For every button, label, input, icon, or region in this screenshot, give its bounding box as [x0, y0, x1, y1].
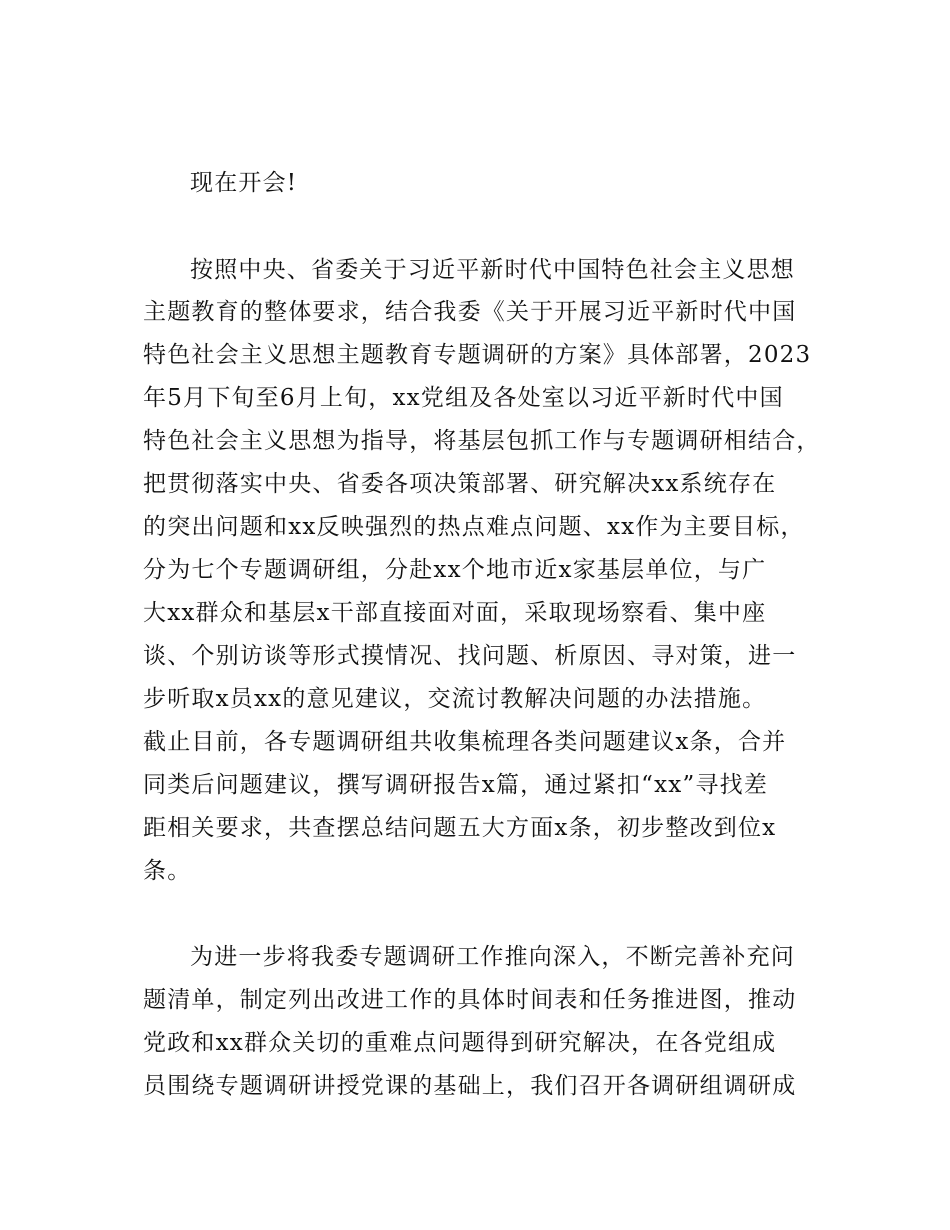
paragraph-line: 步听取x员xx的意见建议，交流讨教解决问题的办法措施。: [143, 686, 767, 712]
paragraph-line: 按照中央、省委关于习近平新时代中国特色社会主义思想: [190, 257, 795, 283]
paragraph-line: 主题教育的整体要求，结合我委《关于开展习近平新时代中国: [143, 299, 797, 325]
paragraph-line: 把贯彻落实中央、省委各项决策部署、研究解决xx系统存在: [143, 471, 777, 497]
paragraph-line: 大xx群众和基层x干部直接面对面，采取现场察看、集中座: [143, 600, 767, 626]
paragraph-line: 距相关要求，共查摆总结问题五大方面x条，初步整改到位x: [143, 815, 777, 841]
paragraph-line: 特色社会主义思想主题教育专题调研的方案》具体部署，2023: [143, 342, 812, 368]
paragraph-line: 截止目前，各专题调研组共收集梳理各类问题建议x条，合并: [143, 729, 787, 755]
paragraph-line: 为进一步将我委专题调研工作推向深入，不断完善补充问: [190, 944, 795, 970]
paragraph-line: 的突出问题和xx反映强烈的热点难点问题、xx作为主要目标，: [143, 514, 805, 540]
paragraph-line: 年5月下旬至6月上旬，xx党组及各处室以习近平新时代中国: [143, 385, 784, 411]
paragraph-line: 特色社会主义思想为指导，将基层包抓工作与专题调研相结合，: [143, 428, 821, 454]
paragraph-line: 分为七个专题调研组，分赴xx个地市近x家基层单位，与广: [143, 557, 767, 583]
paragraph-line: 谈、个别访谈等形式摸情况、找问题、析原因、寻对策，进一: [143, 643, 797, 669]
paragraph-line: 同类后问题建议，撰写调研报告x篇，通过紧扣“xx”寻找差: [143, 772, 769, 798]
paragraph-line: 员围绕专题调研讲授党课的基础上，我们召开各调研组调研成: [143, 1073, 797, 1099]
paragraph-line: 题清单，制定列出改进工作的具体时间表和任务推进图，推动: [143, 987, 797, 1013]
paragraph-line: 党政和xx群众关切的重难点问题得到研究解决，在各党组成: [143, 1030, 777, 1056]
opening-line: 现在开会!: [190, 170, 298, 196]
paragraph-line: 条。: [143, 858, 192, 884]
